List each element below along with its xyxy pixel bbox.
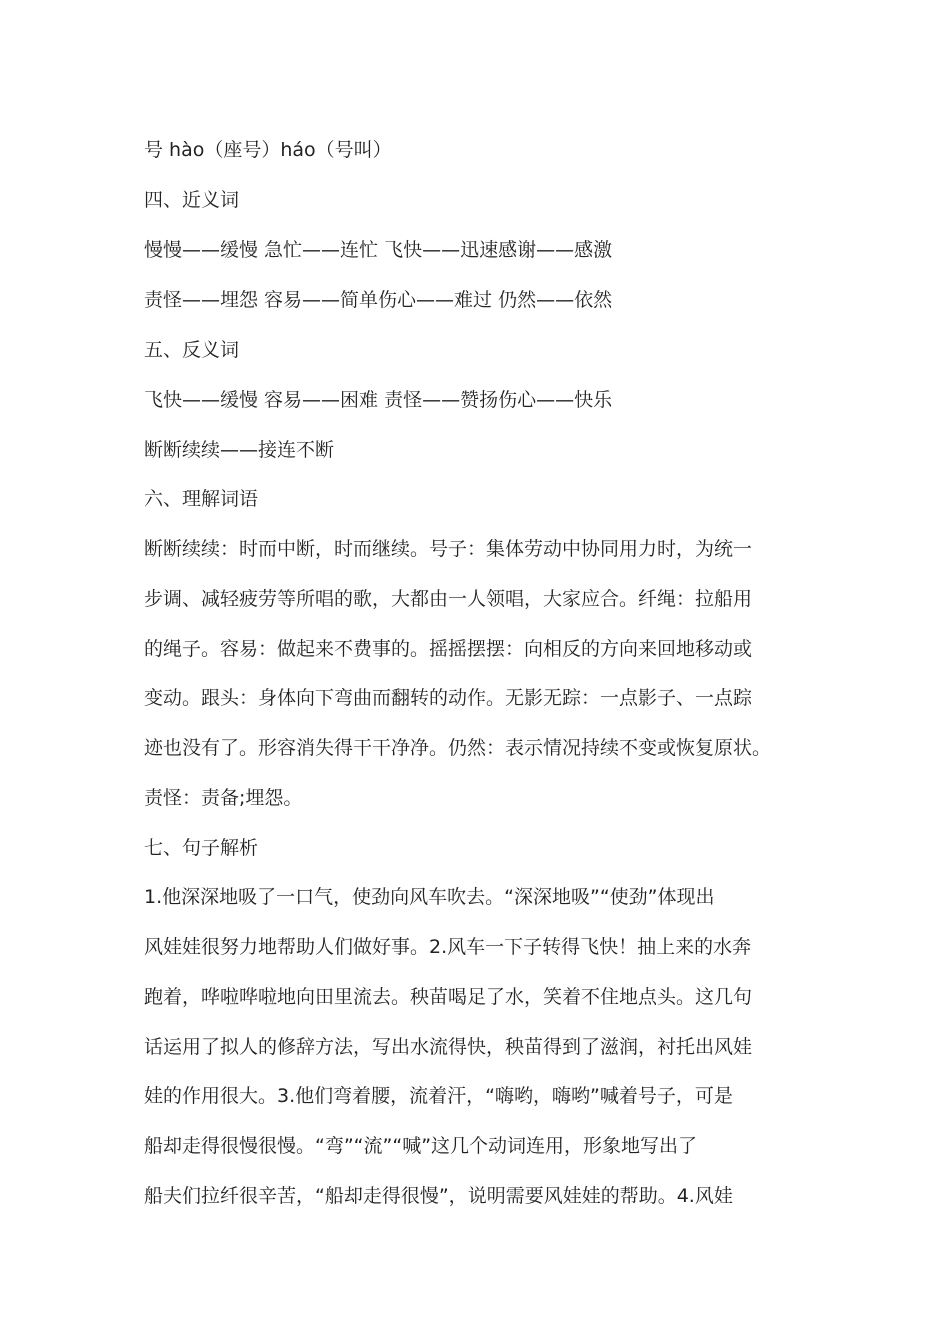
section-heading-sentences: 七、句子解析 xyxy=(144,837,259,859)
sentence-analysis-line: 船夫们拉纤很辛苦，“船却走得很慢”，说明需要风娃娃的帮助。4.风娃 xyxy=(144,1185,733,1207)
pinyin-line: 号 hào（座号）háo（号叫） xyxy=(144,139,392,161)
vocabulary-paragraph-line: 迹也没有了。形容消失得干干净净。仍然：表示情况持续不变或恢复原状。 xyxy=(144,737,772,759)
section-heading-synonyms: 四、近义词 xyxy=(144,189,240,211)
sentence-analysis-line: 风娃娃很努力地帮助人们做好事。2.风车一下子转得飞快！抽上来的水奔 xyxy=(144,936,752,958)
vocabulary-paragraph-line: 的绳子。容易：做起来不费事的。摇摇摆摆：向相反的方向来回地移动或 xyxy=(144,638,753,660)
antonyms-line-2: 断断续续——接连不断 xyxy=(144,439,335,461)
antonyms-line-1: 飞快——缓慢 容易——困难 责怪——赞扬伤心——快乐 xyxy=(144,389,613,411)
section-heading-antonyms: 五、反义词 xyxy=(144,339,240,361)
vocabulary-paragraph-line: 责怪：责备;埋怨。 xyxy=(144,787,303,809)
synonyms-line-1: 慢慢——缓慢 急忙——连忙 飞快——迅速感谢——感激 xyxy=(144,239,613,261)
vocabulary-paragraph-line: 变动。跟头：身体向下弯曲而翻转的动作。无影无踪：一点影子、一点踪 xyxy=(144,687,753,709)
sentence-analysis-line: 话运用了拟人的修辞方法，写出水流得快，秧苗得到了滋润，衬托出风娃 xyxy=(144,1036,753,1058)
synonyms-line-2: 责怪——埋怨 容易——简单伤心——难过 仍然——依然 xyxy=(144,289,613,311)
sentence-analysis-line: 跑着，哗啦哗啦地向田里流去。秧苗喝足了水，笑着不住地点头。这几句 xyxy=(144,986,753,1008)
sentence-analysis-line: 1.他深深地吸了一口气，使劲向风车吹去。“深深地吸”“使劲”体现出 xyxy=(144,886,715,908)
vocabulary-paragraph-line: 断断续续：时而中断，时而继续。号子：集体劳动中协同用力时，为统一 xyxy=(144,538,753,560)
sentence-analysis-line: 船却走得很慢很慢。“弯”“流”“喊”这几个动词连用，形象地写出了 xyxy=(144,1135,698,1157)
vocabulary-paragraph-line: 步调、减轻疲劳等所唱的歌，大都由一人领唱，大家应合。纤绳：拉船用 xyxy=(144,588,753,610)
section-heading-vocabulary: 六、理解词语 xyxy=(144,488,259,510)
sentence-analysis-line: 娃的作用很大。3.他们弯着腰，流着汗，“嗨哟，嗨哟”喊着号子，可是 xyxy=(144,1085,733,1107)
